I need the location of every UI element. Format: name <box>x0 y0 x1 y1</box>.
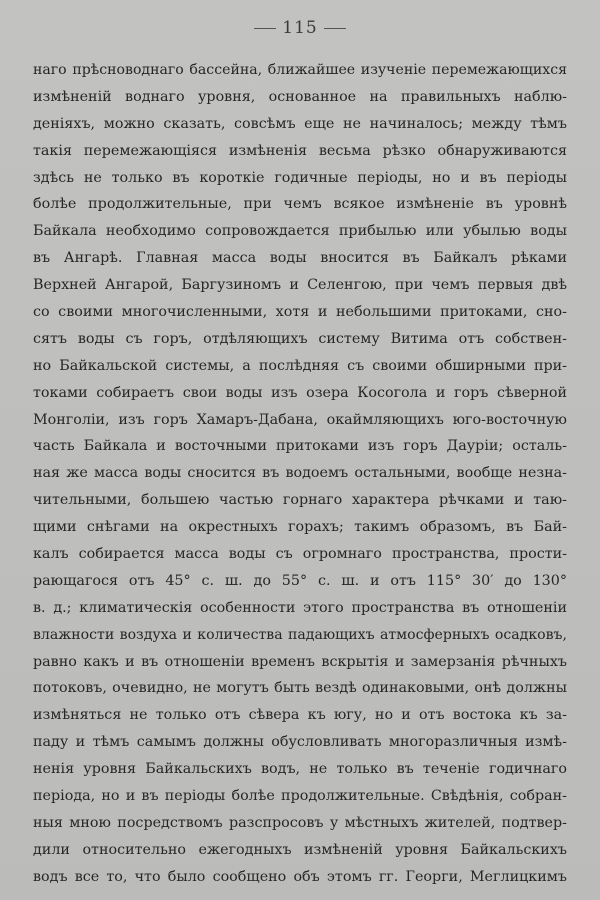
text-line: чительными, большею частью горнаго характера рѣчками и таю- <box>33 492 567 509</box>
text-line: калъ собирается масса воды съ огромнаго пространства, прости- <box>33 546 567 563</box>
text-line: водъ все то, что было сообщено объ этомъ гг. Георги, Меглицкимъ <box>33 868 567 885</box>
text-line: влажности воздуха и количества падающихъ атмосферныхъ осадковъ, <box>33 626 567 643</box>
text-line: такія перемежающіяся измѣненія весьма рѣзко обнаруживаются <box>33 142 567 159</box>
text-line: токами собираетъ свои воды изъ озера Косогола и горъ сѣверной <box>33 384 567 401</box>
text-line: періода, но и въ періоды болѣе продолжительные. Свѣдѣнія, собран- <box>33 788 567 805</box>
text-line: ныя мною посредствомъ разспросовъ у мѣстныхъ жителей, подтвер- <box>33 814 567 831</box>
text-line: здѣсь не только въ короткіе годичные періоды, но и въ періоды <box>33 169 567 186</box>
text-line: рающагося отъ 45° с. ш. до 55° с. ш. и отъ 115° 30′ до 130° <box>33 572 567 589</box>
text-line: сятъ воды съ горъ, отдѣляющихъ систему Витима отъ собствен- <box>33 330 567 347</box>
text-line: болѣе продолжительные, при чемъ всякое измѣненіе въ уровнѣ <box>33 196 567 213</box>
text-line: измѣненій воднаго уровня, основанное на правильныхъ наблю- <box>33 88 567 105</box>
text-line: в. д.; климатическія особенности этого пространства въ отношеніи <box>33 599 567 616</box>
text-line: ная же масса воды сносится въ водоемъ остальными, вообще незна- <box>33 465 567 482</box>
body-text <box>33 57 567 891</box>
text-line: паду и тѣмъ самымъ должны обусловливать многоразличныя измѣ- <box>33 734 567 751</box>
page-number: 115 <box>282 18 318 38</box>
text-line: но Байкальской системы, а послѣдняя съ своими обширными при- <box>33 357 567 374</box>
header-dash-right <box>324 28 346 29</box>
text-line: Верхней Ангарой, Баргузиномъ и Селенгою, при чемъ первыя двѣ <box>33 277 567 294</box>
text-line: деніяхъ, можно сказать, совсѣмъ еще не начиналось; между тѣмъ <box>33 115 567 132</box>
page-number-header <box>0 18 600 38</box>
text-line: дили относительно ежегодныхъ измѣненій уровня Байкальскихъ <box>33 841 567 858</box>
text-line: часть Байкала и восточными притоками изъ горъ Дауріи; осталь- <box>33 438 567 455</box>
text-line: потоковъ, очевидно, не могутъ быть вездѣ одинаковыми, онѣ должны <box>33 680 567 697</box>
text-line: измѣняться не только отъ сѣвера къ югу, но и отъ востока къ за- <box>33 707 567 724</box>
text-line: въ Ангарѣ. Главная масса воды вносится въ Байкалъ рѣками <box>33 250 567 267</box>
text-line: со своими многочисленными, хотя и небольшими притоками, сно- <box>33 304 567 321</box>
text-line: Байкала необходимо сопровождается прибылью или убылью воды <box>33 223 567 240</box>
text-line: равно какъ и въ отношеніи временъ вскрытія и замерзанія рѣчныхъ <box>33 653 567 670</box>
header-dash-left <box>254 28 276 29</box>
text-line: ненія уровня Байкальскихъ водъ, не только въ теченіе годичнаго <box>33 761 567 778</box>
text-line: щими снѣгами на окрестныхъ горахъ; такимъ образомъ, въ Бай- <box>33 519 567 536</box>
text-line: Монголіи, изъ горъ Хамаръ-Дабана, окаймляющихъ юго-восточную <box>33 411 567 428</box>
text-line: наго прѣсноводнаго бассейна, ближайшее изученіе перемежающихся <box>33 62 567 78</box>
